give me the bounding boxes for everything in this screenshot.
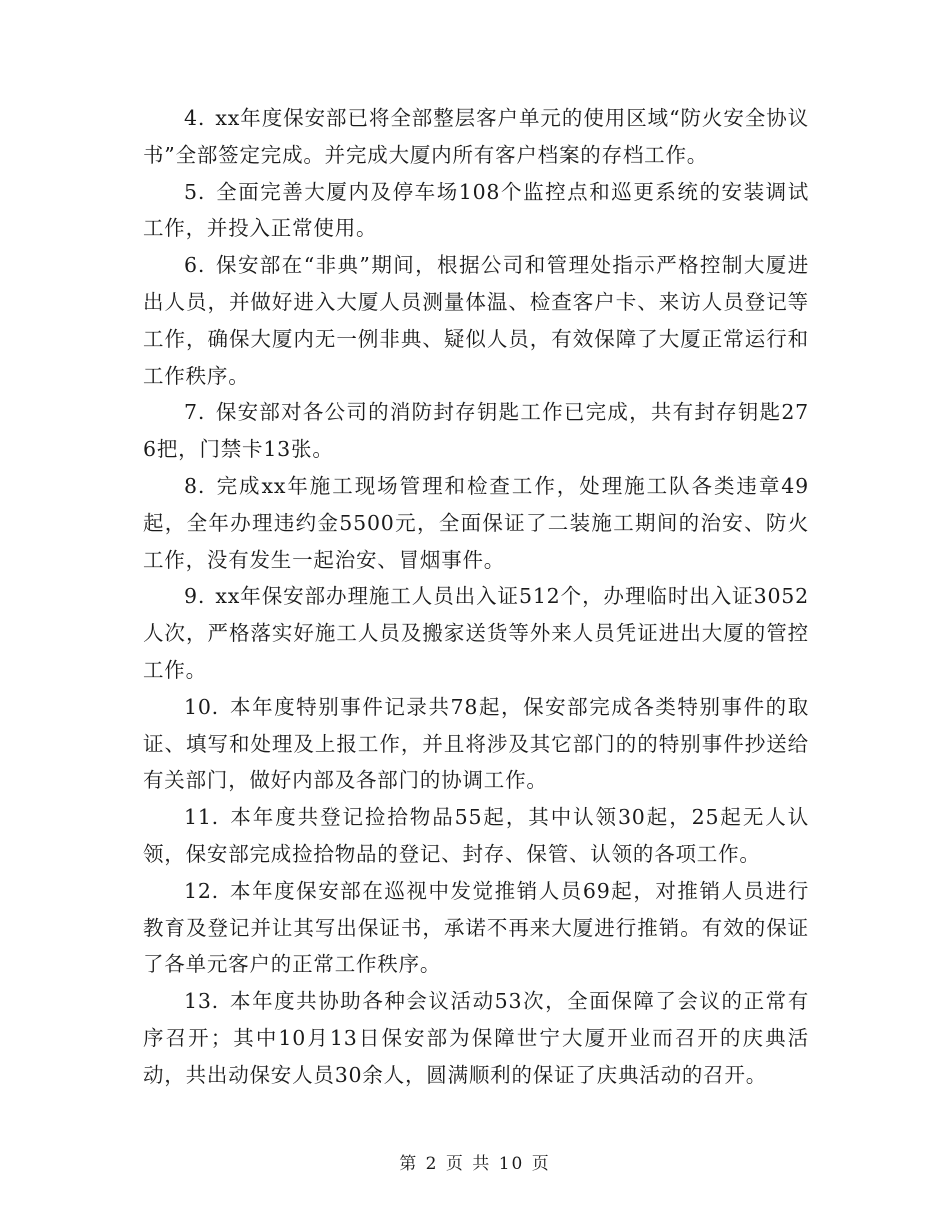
paragraph-item-8 [143,468,809,578]
paragraph-text: 本年度特别事件记录共78起，保安部完成各类特别事件的取证、填写和处理及上报工作，并且将涉及其它部门的的特别事件抄送给有关部门，做好内部及各部门的协调工作。 [143,694,809,793]
paragraph-item-10 [143,689,809,799]
paragraph-number: 8. [184,473,206,498]
paragraph-text: 完成xx年施工现场管理和检查工作，处理施工队各类违章49起，全年办理违约金5500元，全面保证了二装施工期间的治安、防火工作，没有发生一起治安、冒烟事件。 [143,473,809,572]
paragraph-text: 本年度共登记捡拾物品55起，其中认领30起，25起无人认领，保安部完成捡拾物品的登记、封存、保管、认领的各项工作。 [143,805,809,866]
paragraph-item-9 [143,578,809,688]
paragraph-number: 7. [184,400,206,425]
paragraph-item-5 [143,174,809,248]
paragraph-number: 12. [184,878,220,903]
paragraph-item-7 [143,394,809,468]
paragraph-text: 本年度保安部在巡视中发觉推销人员69起，对推销人员进行教育及登记并让其写出保证书，承诺不再来大厦进行推销。有效的保证了各单元客户的正常工作秩序。 [143,878,809,977]
paragraph-number: 11. [184,805,220,830]
paragraph-number: 9. [184,584,206,609]
paragraph-item-6 [143,247,809,394]
paragraph-text: xx年保安部办理施工人员出入证512个，办理临时出入证3052人次，严格落实好施工人员及搬家送货等外来人员凭证进出大厦的管控工作。 [143,584,809,682]
paragraph-item-11 [143,799,809,873]
paragraph-text: 全面完善大厦内及停车场108个监控点和巡更系统的安装调试工作，并投入正常使用。 [143,179,809,241]
paragraph-text: 本年度共协助各种会议活动53次，全面保障了会议的正常有序召开；其中10月13日保安部为保障世宁大厦开业而召开的庆典活动，共出动保安人员30余人，圆满顺利的保证了庆典活动的召开。 [143,989,809,1087]
paragraph-number: 4. [184,106,206,130]
paragraph-number: 10. [184,694,220,719]
paragraph-item-13 [143,983,809,1093]
paragraph-item-12 [143,873,809,983]
paragraph-number: 13. [184,989,220,1014]
page-footer [0,1152,950,1176]
paragraph-text: xx年度保安部已将全部整层客户单元的使用区域“防火安全协议书”全部签定完成。并完成大厦内所有客户档案的存档工作。 [143,106,809,167]
paragraph-text: 保安部对各公司的消防封存钥匙工作已完成，共有封存钥匙276把，门禁卡13张。 [143,400,809,462]
paragraph-item-4 [143,100,809,174]
paragraph-number: 5. [184,179,206,204]
page-number-label: 第 2 页 共 10 页 [399,1154,551,1174]
document-body [143,100,809,1094]
paragraph-text: 保安部在“非典”期间，根据公司和管理处指示严格控制大厦进出人员，并做好进入大厦人员测量体温、检查客户卡、来访人员登记等工作，确保大厦内无一例非典、疑似人员，有效保障了大厦正常运行和工作秩序。 [143,253,809,388]
paragraph-number: 6. [184,253,206,278]
